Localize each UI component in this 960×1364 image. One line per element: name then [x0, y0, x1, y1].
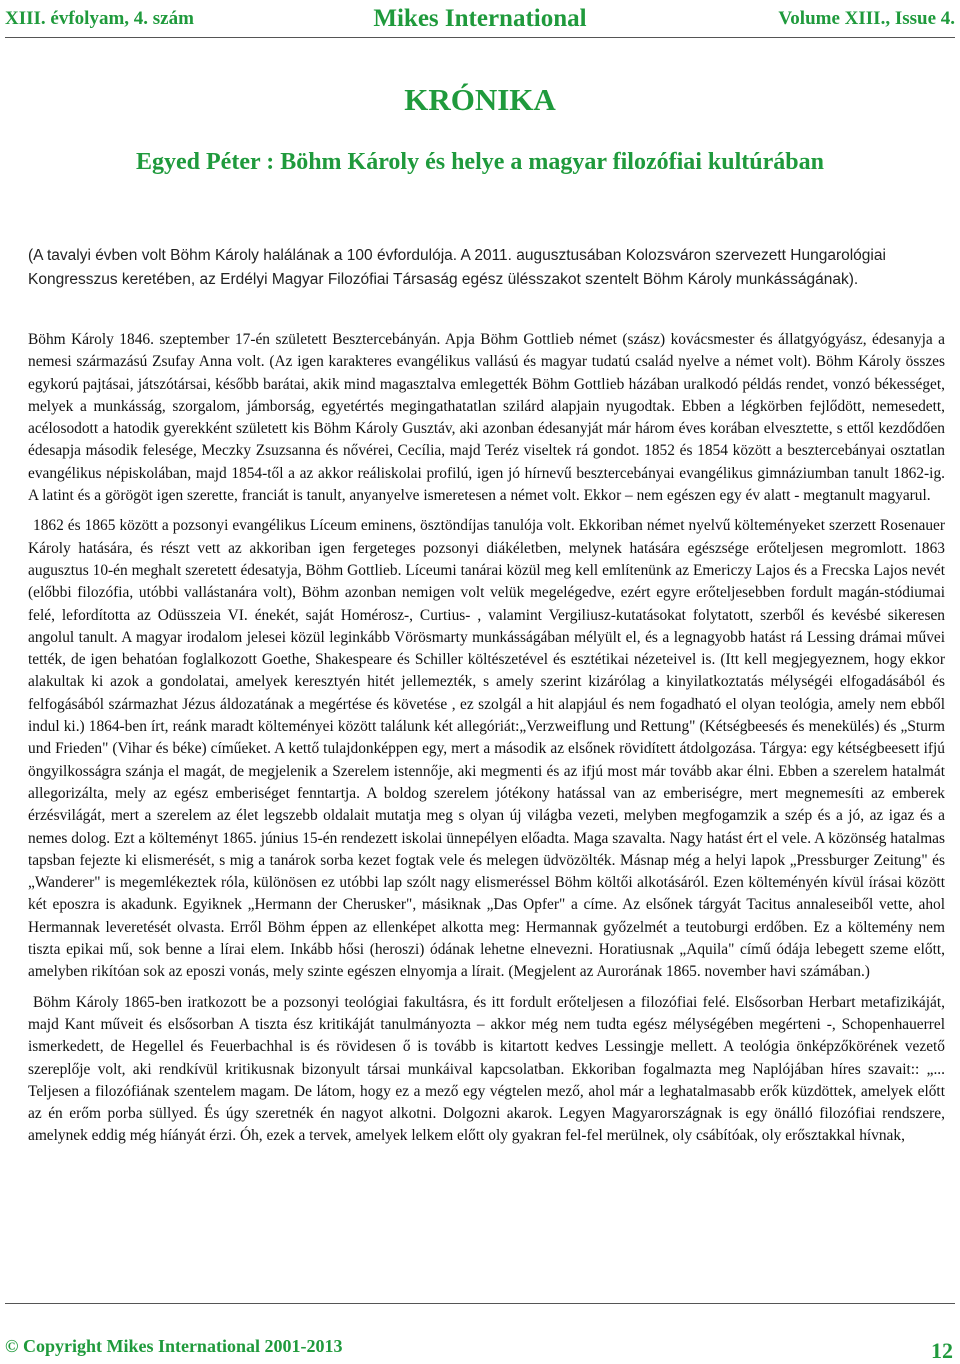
copyright: © Copyright Mikes International 2001-2013	[5, 1336, 343, 1356]
article-title: Egyed Péter : Böhm Károly és helye a magyar filozófiai kultúrában	[136, 149, 824, 175]
footer-divider	[5, 1303, 955, 1304]
volume-issue-en: Volume XIII., Issue 4.	[778, 8, 955, 29]
paragraph: Böhm Károly 1865-ben iratkozott be a pozsonyi teológiai fakultásra, és itt fordult erőteljesen a filozófiai felé. Elsősorban Herbart metafizikáját, majd Kant műveit és elsősorban A tiszta ész kritikáját tanulmányozta – akkor még nem tudta egész mélységében megérteni -, Schopenhauerrel ismerkedett, de Hegellel és Feuerbachhal is és rövidesen ő is tovább is kitartott kedves Lessingje mellett. A teológia önképzőkörének vezető szereplője volt, aki rendkívül kritikusnak bizonyult társai munkáival kapcsolatban. Ekkoriban fogalmazta meg Naplójában híres szavait:: „... Teljesen a filozófiának szentelem magam. De látom, hogy ez a mező egy végtelen mező, ahol már a leghatalmasabb erők küzdöttek, amelyek előtt az én erőm porba süllyed. És úgy szeretnék én nagyot alkotni. Dolgozni akarok. Legyen Magyarországnak is egy önálló filozófiai rendszere, amelynek eddig még híányát érzi. Óh, ezek a tervek, amelyek lelkem előtt oly gyakran fel-fel merülnek, oly csábítóak, oly erősztakkal hívnak,	[28, 993, 945, 1145]
journal-title: Mikes International	[373, 5, 587, 32]
paragraph: Böhm Károly 1846. szeptember 17-én született Besztercebányán. Apja Böhm Gottlieb német (szász) kovácsmester és állatgyógyász, édesanyja a nemesi származású Zsufay Anna volt. (Az igen karakteres evangélikus vallású és magyar tudatú család nyelve a német volt). Böhm Károly összes egykorú pajtásai, játszótársai, később barátai, akik mind magasztalva emlegették Böhm Gottlieb házában uralkodó példás rendet, vonzó békességet, melyek a munkásság, szorgalom, jámborság, egyetértés megingathatatlan szilárd alapjain nyugodtak. Ebben a légkörben fejlődött, nemesedett, acélosodott a hatodik gyerekként született kis Böhm Károly Gusztáv, aki azonban édesanyját már három éves korában elvesztette, s ettől kezdődően édesapja második felesége, Meczky Zsuzsanna és nővérei, Cecília, majd Teréz viseltek rá gondot. 1852 és 1854 között a besztercebányai osztatlan evangélikus népiskolában, majd 1854-től a az akkor reáliskolai profilú, igen jó hírnevű besztercebányai evangélikus gimnáziumban tanult 1862-ig. A latint és a görögöt igen szerette, franciát is tanult, anyanyelve ismeretesen a német volt. Ekkor – nem egészen egy év alatt - megtanult magyarul.	[28, 331, 945, 505]
paragraph: 1862 és 1865 között a pozsonyi evangélikus Líceum eminens, ösztöndíjas tanulója volt. Ekkoriban német nyelvű költeményeket szerzett Rosenauer Károly hatására, és részt vett az akkoriban igen fergeteges pozsonyi diákéletben, melynek hatására egészsége erőteljesen megromlott. 1863 augusztus 10-én meghalt szeretett édesatyja, Böhm Gottlieb. Líceumi tanárai közül meg kell említenünk az Emericzy Lajos és a Frecska Lajos nevét (előbbi filozófia, utóbbi vallástanára volt), Böhm azonban nemigen volt velük megelégedve, ezért egyre erőteljesebben fordult magán-stódiumai felé, lefordította az Odüsszeia VI. énekét, saját Homérosz-, Curtius- , valamint Vergiliusz-kutatásokat folytatott, szerből és kevésbé sikeresen angolul tanult. A magyar irodalom jelesei közül leginkább Vörösmarty munkásságában mélyült el, és a legnagyobb hatást rá Lessing drámai művei tették, de igen behatóan foglalkozott Goethe, Shakespeare és Schiller költészetével és esztétikai nézeteivel is. (Itt kell megjegyeznem, hogy ekkor alakultak ki azok a gondolatai, amelyek keresztyén hitét jellemezték, s amely szerint kizárólag a kinyilatkoztatás mélységéi elfogadásából és felfogásából származhat Jézus áldozatának a megértése és követése , ez szolgál a hit alapjául és nem fogadható el olyan teológia, amely nem ebből indul ki.) 1864-ben írt, reánk maradt költeményei között találunk két allegóriát:„Verzweiflung und Rettung" (Kétségbeesés és menekülés) és „Sturm und Frieden" (Vihar és béke) címűeket. A kettő tulajdonképpen egy, mert a második az elsőnek rövidített átdolgozása. Tárgya: egy kétségbeesett ifjú öngyilkosságra szánja el magát, de megjelenik a Szerelem istennője, aki megmenti és az ifjú most már tovább akar élni. Ebben a szerelem hatalmát allegorizálta, mely az egész emberiséget fenntartja. A boldog szerelem jótékony hatással van az emberiségre, mert megnemesíti az emberek érzésvilágát, mert a szerelem az élet legszebb oldalait mutatja meg s olyan új világba vezeti, melyben megfogamzik a szép és a jó, az igaz és a nemes dolog. Ezt a költeményt 1865. június 15-én rendezett iskolai ünnepélyen előadta. Maga szavalta. Nagy hatást ért el vele. A közönség hatalmas tapsban fejezte ki elismerését, s mig a tanárok sorba kezet fogtak vele és melegen üdvözölték. Másnap még a helyi lapok „Pressburger Zeitung" és „Wanderer" is megemlékeztek róla, különösen ez utóbbi lap szólt nagy elismeréssel Böhm költői alkotásáról. Ezen költeményén kívül írásai között két eposzra is akadunk. Egyiknek „Hermann der Cherusker", másiknak „Das Opfer" a címe. Az elsőnek tárgyát Tacitus annaleseiből vette, ahol Hermannak leveretését olvasta. Erről Böhm éppen az ellenképet alkotta meg: Hermannak győzelmét a teutoburgi erdőben. Ez a költemény nem tiszta epikai mű, sok benne a lírai elem. Inkább hősi (heroszi) ódának lehetne elnevezni. Horatiusnak „Aquila" című ódája lebegett szeme előtt, amelyben rikítóan sok az eposzi vonás, mely szinte egészen elnyomja a lírait. (Megjelent az Aurorának 1865. november havi számában.)	[28, 517, 945, 981]
header-divider	[5, 37, 955, 38]
running-header	[5, 2, 955, 34]
section-title: KRÓNIKA	[404, 82, 556, 117]
volume-issue-hu: XIII. évfolyam, 4. szám	[5, 8, 194, 29]
intro-note: (A tavalyi évben volt Böhm Károly halálának a 100 évfordulója. A 2011. augusztusában Kolozsváron szervezett Hungarológiai Kongresszus keretében, az Erdélyi Magyar Filozófiai Társaság egész ülésszakot szentelt Böhm Károly munkásságának).	[28, 247, 886, 288]
article-body	[28, 329, 945, 1156]
page-number: 12	[931, 1338, 953, 1363]
footer	[5, 1336, 955, 1363]
